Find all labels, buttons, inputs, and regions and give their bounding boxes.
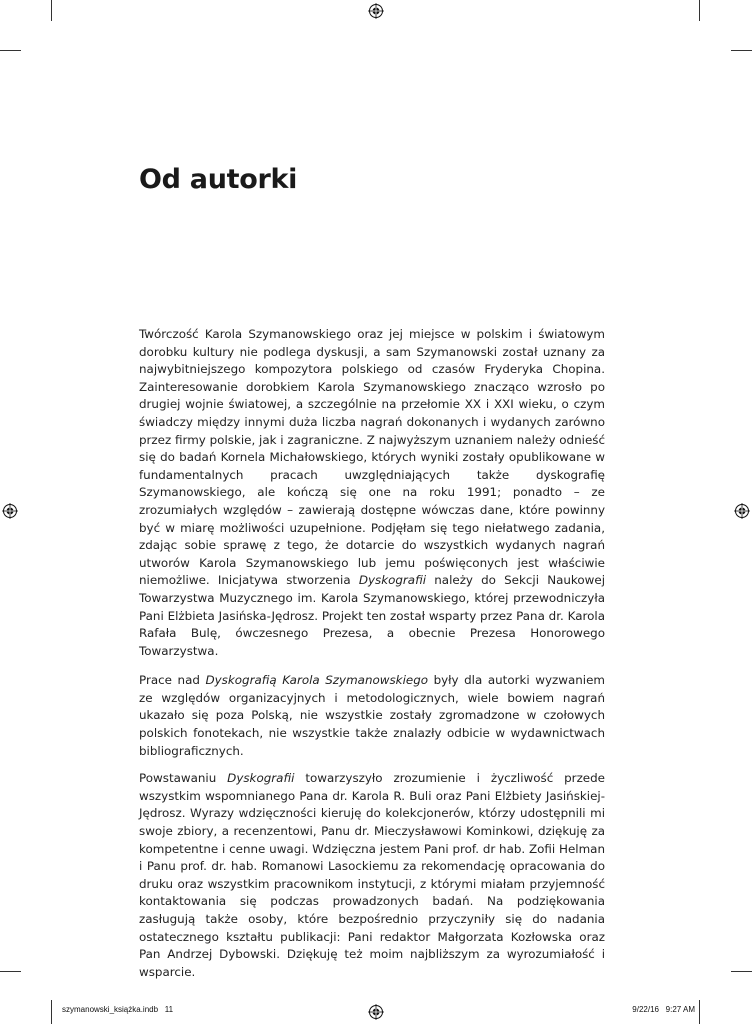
- crop-mark-top-left: [51, 0, 52, 21]
- page-title: Od autorki: [139, 164, 298, 195]
- text-run: należy do Sekcji Naukowej Towarzystwa Muzycznego im. Karola Szymanowskiego, której przewodniczyła Pani Elżbieta Jasińska-Jędrosz. Projekt ten został wsparty przez Pana dr. Karola Rafała Bulę, ówczesnego Prezesa, a obecnie Prezesa Honorowego Towarzystwa.: [139, 573, 605, 658]
- text-run: towarzyszyło zrozumienie i życzliwość przede wszystkim wspomnianego Pana dr. Karola R. Buli oraz Pani Elżbiety Jasińskiej-Jędrosz. Wyrazy wdzięczności kieruję do kolekcjonerów, którzy udostępnili mi swoje zbiory, a recenzentowi, Panu dr. Mieczysławowi Kominkowi, dziękuję za kompetentne i cenne uwagi. Wdzięczna jestem Pani prof. dr hab. Zofii Helman i Panu prof. dr. hab. Romanowi Lasockiemu za rekomendację opracowania do druku oraz wszystkim pracownikom instytucji, z którymi miałam przyjemność kontaktowania się podczas prowadzonych badań. Na podziękowania zasługują także osoby, które bezpośrednio przyczyniły się do nadania ostatecznego kształtu publikacji: Pani redaktor Małgorzata Kozłowska oraz Pan Andrzej Dybowski. Dziękuję też moim najbliższym za wyrozumiałość i wsparcie.: [139, 771, 605, 979]
- registration-mark-icon: [368, 1004, 384, 1020]
- body-text: [139, 326, 605, 991]
- registration-mark-icon: [368, 3, 384, 19]
- crop-mark-right-bottom: [731, 971, 752, 972]
- slug-filename: szymanowski_książka.indb 11: [62, 1005, 174, 1014]
- paragraph: [139, 326, 605, 660]
- italic-title: Dyskografii: [358, 573, 427, 588]
- crop-mark-left-top: [0, 50, 21, 51]
- registration-mark-icon: [2, 503, 18, 519]
- crop-mark-bottom-right: [699, 1000, 700, 1024]
- crop-mark-right-top: [731, 50, 752, 51]
- text-run: Twórczość Karola Szymanowskiego oraz jej miejsce w polskim i światowym dorobku kultury nie podlega dyskusji, a sam Szymanowski został uznany za najwybitniejszego kompozytora polskiego od czasów Fryderyka Chopina. Zainteresowanie dorobkiem Karola Szymanowskiego znacząco wzrosło po drugiej wojnie światowej, a szczególnie na przełomie XX i XXI wieku, o czym świadczy między innymi duża liczba nagrań dokonanych i wydanych zarówno przez firmy polskie, jak i zagraniczne. Z najwyższym uznaniem należy odnieść się do badań Kornela Michałowskiego, których wyniki zostały opublikowane w fundamentalnych pracach uwzględniających także dyskografię Szymanowskiego, ale kończą się one na roku 1991; ponadto – ze zrozumiałych względów – zawierają dostępne wówczas dane, które powinny być w miarę możliwości uzupełnione. Podjęłam się tego niełatwego zadania, zdając sobie sprawę z tego, że dotarcie do wszystkich wydanych nagrań utworów Karola Szymanowskiego lub jemu poświęconych jest właściwie niemożliwe. Inicjatywa stworzenia: [139, 327, 605, 588]
- crop-mark-bottom-left: [51, 1000, 52, 1024]
- paragraph: [139, 770, 605, 981]
- italic-title: Dyskografią Karola Szymanowskiego: [205, 673, 429, 688]
- registration-mark-icon: [734, 503, 750, 519]
- paragraph: [139, 672, 605, 760]
- crop-mark-left-bottom: [0, 971, 21, 972]
- text-run: były dla autorki wyzwaniem ze względów organizacyjnych i metodologicznych, wiele bowiem nagrań ukazało się poza Polską, nie wszystkie zostały zgromadzone w czołowych polskich fonotekach, nie wszystkie także znalazły odbicie w wydawnictwach bibliograficznych.: [139, 673, 605, 758]
- italic-title: Dyskografii: [227, 771, 295, 786]
- crop-mark-top-right: [699, 0, 700, 21]
- text-run: Powstawaniu: [139, 771, 228, 786]
- text-run: Prace nad: [139, 673, 206, 688]
- slug-datetime: 9/22/16 9:27 AM: [632, 1005, 695, 1014]
